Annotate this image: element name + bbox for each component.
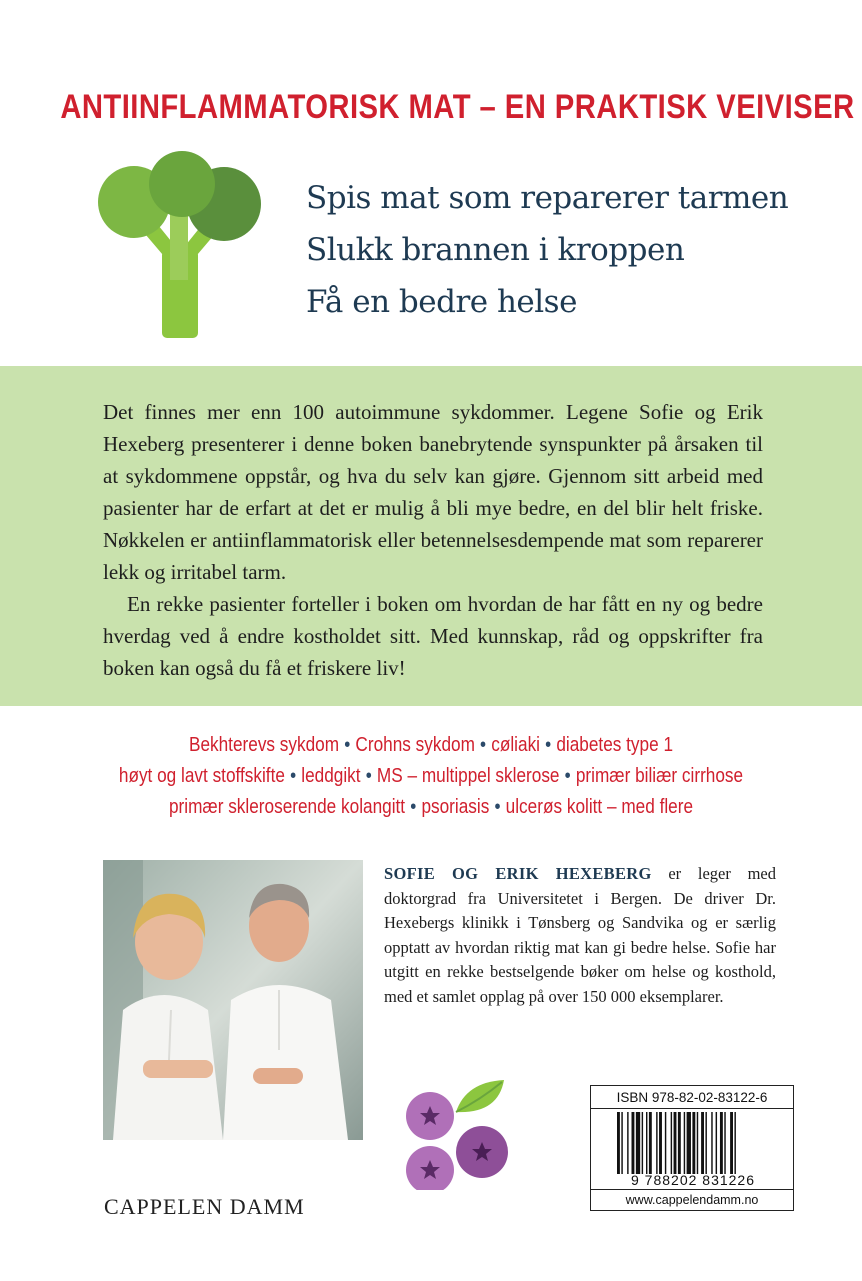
disease-item: primær biliær cirrhose [575,765,744,787]
bullet-separator: • [365,765,372,787]
bullet-separator: • [480,734,487,756]
blueberries-icon [404,1080,514,1190]
disease-row [60,761,801,792]
blurb-paragraph: Det finnes mer enn 100 autoimmune sykdommer. Legene Sofie og Erik Hexeberg presenterer i denne boken banebrytende synspunkter på årsaken til at sykdommene oppstår, og hva du selv kan gjøre. Gjennom sitt arbeid med pasienter har de erfart at det er mulig å bli mye bedre, en del blir helt friske. Nøkkelen er antiinflammatorisk eller betennelsesdempende mat som reparerer lekk og irritabel tarm. [103,400,763,584]
isbn-label: ISBN 978-82-02-83122-6 [591,1090,793,1109]
author-photo [103,860,363,1140]
publisher-logo: CAPPELEN DAMM [104,1194,305,1219]
barcode-bars [617,1112,777,1174]
author-name: SOFIE OG ERIK HEXEBERG [384,864,652,883]
disease-item: høyt og lavt stoffskifte [118,765,285,787]
tagline-line: Få en bedre helse [306,284,577,320]
barcode-panel [590,1085,794,1211]
disease-item: ulcerøs kolitt – med flere [505,796,694,818]
bullet-separator: • [344,734,351,756]
disease-item: MS – multippel sklerose [376,765,560,787]
disease-item: primær skleroserende kolangitt [168,796,406,818]
disease-item: leddgikt [301,765,361,787]
publisher-url: www.cappelendamm.no [591,1189,793,1210]
bullet-separator: • [410,796,417,818]
disease-item: diabetes type 1 [556,734,674,756]
disease-item: Bekhterevs sykdom [188,734,340,756]
disease-item: Crohns sykdom [355,734,475,756]
tagline-line: Spis mat som reparerer tarmen [306,180,789,216]
book-blurb [103,396,763,684]
disease-item: psoriasis [421,796,490,818]
tagline-block [306,172,788,328]
bullet-separator: • [545,734,552,756]
disease-item: cøliaki [491,734,540,756]
author-bio-text: er leger med doktorgrad fra Universitetet i Bergen. De driver Dr. Hexebergs klinikk i Tønsberg og Sandvika og er særlig opptatt av hvordan riktig mat kan gi bedre helse. Sofie har utgitt en rekke bestselgende bøker om helse og kosthold, med et samlet opplag på over 150 000 eksemplarer. [384,864,776,1006]
book-headline: ANTIINFLAMMATORISK MAT – EN PRAKTISK VEIVISER [60,88,855,126]
bullet-separator: • [564,765,571,787]
bullet-separator: • [290,765,297,787]
tagline-line: Slukk brannen i kroppen [306,232,685,268]
disease-row [60,792,801,823]
disease-list [0,730,862,823]
broccoli-icon [96,150,266,340]
bullet-separator: • [494,796,501,818]
ean-digits: 9 788202 831226 [631,1172,755,1188]
disease-row [60,730,801,761]
blurb-paragraph: En rekke pasienter forteller i boken om hvordan de har fått en ny og bedre hverdag ved å endre kostholdet sitt. Med kunnskap, råd og oppskrifter fra boken kan også du få et friskere liv! [103,592,763,680]
author-bio [384,862,776,1009]
